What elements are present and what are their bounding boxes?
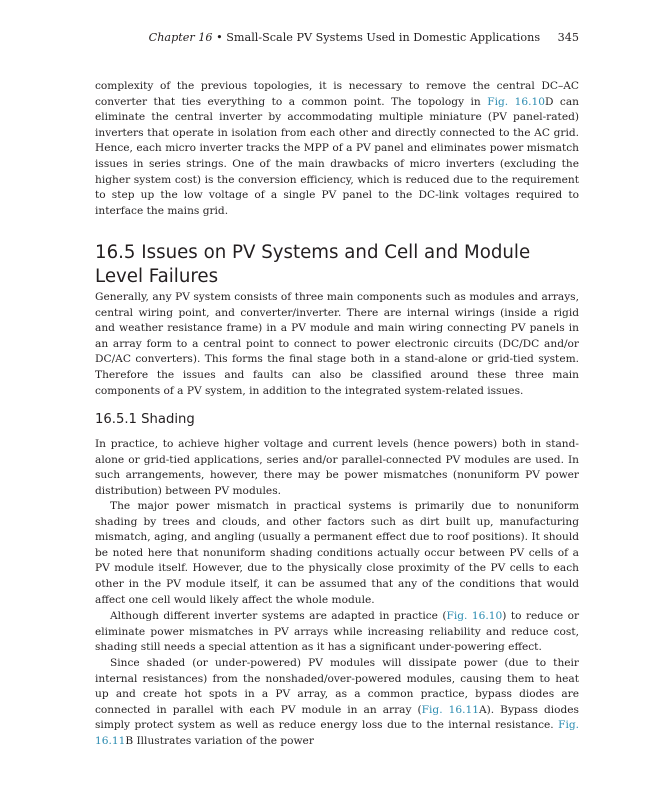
intro-paragraph	[95, 79, 579, 219]
subsection-heading: 16.5.1 Shading	[95, 412, 195, 427]
section-paragraph: Generally, any PV system consists of three main components such as modules and arrays, central wiring point, and converter/inverter. There are internal wirings (inside a rigid and weather resistance frame) in a PV module and main wiring connecting PV panels in an array form to a central point to connect to power electronic circuits (DC/DC and/or DC/AC converters). This forms the final stage both in a stand-alone or grid-tied system. Therefore the issues and faults can also be classified around these three main components of a PV system, in addition to the integrated system-related issues.	[95, 291, 579, 397]
p4-text-b: A). Bypass diodes simply protect system as well as reduce energy loss due to the internal resistance.	[95, 703, 579, 732]
header-bullet: •	[216, 31, 223, 44]
header-title: Small-Scale PV Systems Used in Domestic Applications	[226, 31, 541, 44]
intro-text-b: D can eliminate the central inverter by accommodating multiple miniature (PV panel-rated) inverters that operate in isolation from each other and directly connected to the AC grid. Hence, each micro inverter tracks the MPP of a PV panel and eliminates power mismatch issues in series strings. One of the main drawbacks of micro inverters (excluding the higher system cost) is the conversion efficiency, which is reduced due to the requirement to step up the low voltage of a single PV panel to the DC-link voltages required to interface the mains grid.	[95, 95, 580, 217]
p3-text-b: ) to reduce or eliminate power mismatches in PV arrays while increasing reliability and reduce cost, shading still needs a special attention as it has a significant under-powering effect.	[95, 610, 580, 654]
shading-paragraph-1: In practice, to achieve higher voltage and current levels (hence powers) both in stand-alone or grid-tied applications, series and/or parallel-connected PV modules are used. In such arrangements, however, there may be power mismatches (nonuniform PV power distribution) between PV modules.	[95, 438, 579, 497]
p4-text-a: Since shaded (or under-powered) PV modules will dissipate power (due to their internal resistances) from the nonshaded/over-powered modules, causing them to heat up and create hot spots in a PV array, as a common practice, bypass diodes are connected in parallel with each PV module in an array (	[95, 657, 579, 716]
intro-text-a: complexity of the previous topologies, it is necessary to remove the central DC–AC converter that ties everything to a common point. The topology in	[95, 80, 579, 108]
running-header	[95, 31, 579, 44]
figure-reference-link[interactable]: Fig. 16.10	[487, 95, 545, 108]
figure-reference-link[interactable]: Fig. 16.11	[421, 703, 479, 716]
shading-paragraph-3	[95, 609, 579, 656]
p4-text-c: B Illustrates variation of the power	[125, 734, 314, 747]
page-number: 345	[557, 31, 579, 44]
figure-reference-link[interactable]: Fig. 16.11	[95, 719, 579, 747]
header-chapter: Chapter 16	[148, 31, 213, 44]
shading-paragraph-4	[95, 656, 579, 750]
figure-reference-link[interactable]: Fig. 16.10	[446, 610, 503, 622]
shading-paragraph-2: The major power mismatch in practical systems is primarily due to nonuniform shading by trees and clouds, and other factors such as dirt built up, manufacturing mismatch, aging, and angling (usually a permanent effect due to roof positions). It should be noted here that nonuniform shading conditions actually occur between PV cells of a PV module itself. However, due to the physically close proximity of the PV cells to each other in the PV module itself, it can be assumed that any of the conditions that would affect one cell would likely affect the whole module.	[95, 500, 579, 606]
section-heading: 16.5 Issues on PV Systems and Cell and Module Level Failures	[95, 242, 531, 287]
p3-text-a: Although different inverter systems are adapted in practice (	[110, 610, 447, 622]
